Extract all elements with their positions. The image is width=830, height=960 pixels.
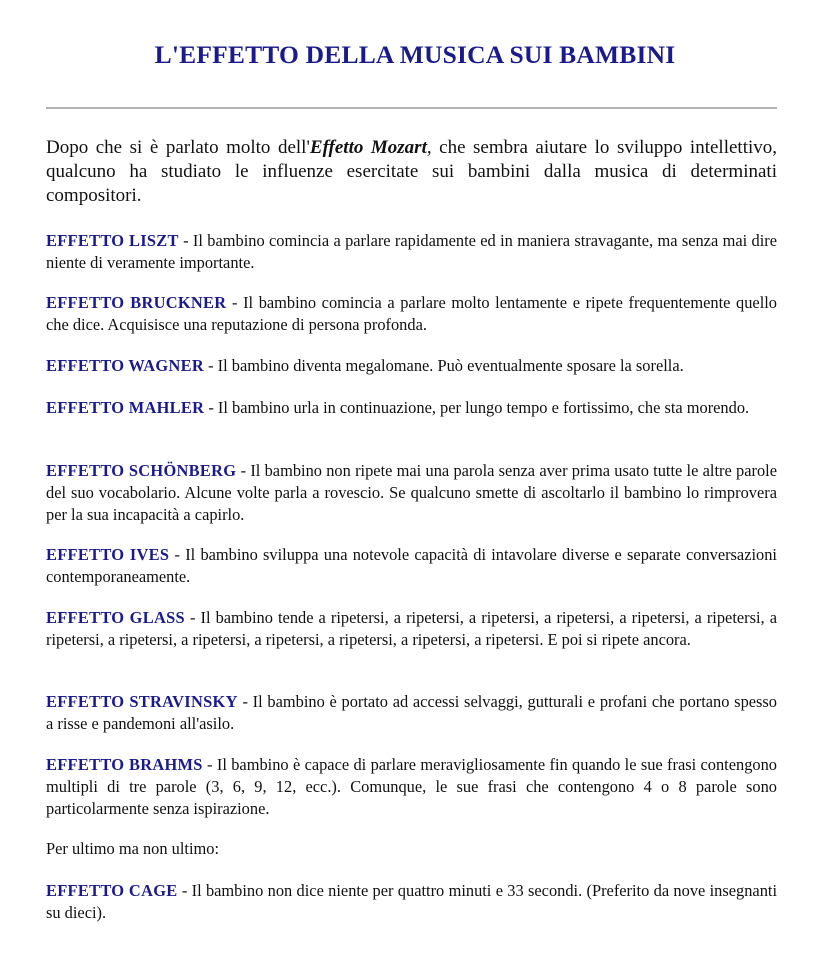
effect-name: EFFETTO CAGE (46, 881, 178, 900)
effect-entry-cage (46, 880, 777, 924)
effect-name: EFFETTO SCHÖNBERG (46, 461, 237, 480)
intro-text-before: Dopo che si è parlato molto dell' (46, 137, 310, 158)
page-title: L'EFFETTO DELLA MUSICA SUI BAMBINI (154, 40, 676, 69)
effect-name: EFFETTO BRAHMS (46, 755, 203, 774)
effect-name: EFFETTO STRAVINSKY (46, 692, 238, 711)
effect-description: - Il bambino è capace di parlare meravigliosamente fin quando le sue frasi contengono multipli di tre parole (3, 6, 9, 12, ecc.). Comunque, le sue frasi che contengono 4 o 8 parole sono particolarmente senza ispirazione. (46, 755, 777, 818)
effect-description: - Il bambino non dice niente per quattro minuti e 33 secondi. (Preferito da nove insegnanti su dieci). (46, 881, 777, 922)
effect-description: - Il bambino comincia a parlare rapidamente ed in maniera stravagante, ma senza mai dire niente di veramente importante. (46, 231, 777, 272)
effect-name: EFFETTO MAHLER (46, 398, 205, 417)
effect-entry-bruckner (46, 292, 777, 336)
effect-description: - Il bambino non ripete mai una parola senza aver prima usato tutte le altre parole del suo vocabolario. Alcune volte parla a rovescio. Se qualcuno smette di ascoltarlo il bambino lo rimprovera per la sua incapacità a capirlo. (46, 461, 777, 524)
effect-description: - Il bambino sviluppa una notevole capacità di intavolare diverse e separate conversazioni contemporaneamente. (46, 545, 777, 586)
effect-entry-schonberg (46, 460, 777, 526)
effect-description: - Il bambino diventa megalomane. Può eventualmente sposare la sorella. (203, 356, 684, 375)
effect-description: - Il bambino urla in continuazione, per lungo tempo e fortissimo, che sta morendo. (204, 398, 750, 417)
effect-entry-liszt (46, 230, 777, 274)
effect-description: - Il bambino tende a ripetersi, a ripetersi, a ripetersi, a ripetersi, a ripetersi, a ripetersi, a ripetersi, a ripetersi, a ripetersi, a ripetersi, a ripetersi, a ripetersi, a ripetersi. E poi si ripete ancora. (46, 608, 777, 649)
intro-paragraph (46, 136, 777, 208)
intro-text-after: , che sembra aiutare lo sviluppo intellettivo, qualcuno ha studiato le influenze esercitate sui bambini dalla musica di determinati compositori. (46, 137, 778, 206)
effect-entry-mahler (46, 397, 777, 419)
effect-entry-brahms (46, 754, 777, 820)
title-divider (46, 107, 777, 109)
effect-entry-stravinsky (46, 691, 777, 735)
intro-emphasis: Effetto Mozart (309, 137, 427, 158)
effect-name: EFFETTO WAGNER (46, 356, 204, 375)
effect-entry-wagner (46, 355, 777, 377)
effect-description: - Il bambino è portato ad accessi selvaggi, gutturali e profani che portano spesso a risse e pandemoni all'asilo. (46, 692, 777, 733)
effect-name: EFFETTO BRUCKNER (46, 293, 227, 312)
closing-line: Per ultimo ma non ultimo: (46, 839, 220, 858)
effect-name: EFFETTO IVES (46, 545, 170, 564)
effect-name: EFFETTO GLASS (46, 608, 185, 627)
effect-name: EFFETTO LISZT (46, 231, 179, 250)
effect-entry-glass (46, 607, 777, 651)
effect-entry-ives (46, 544, 777, 588)
effect-description: - Il bambino comincia a parlare molto lentamente e ripete frequentemente quello che dice. Acquisisce una reputazione di persona profonda. (46, 293, 777, 334)
